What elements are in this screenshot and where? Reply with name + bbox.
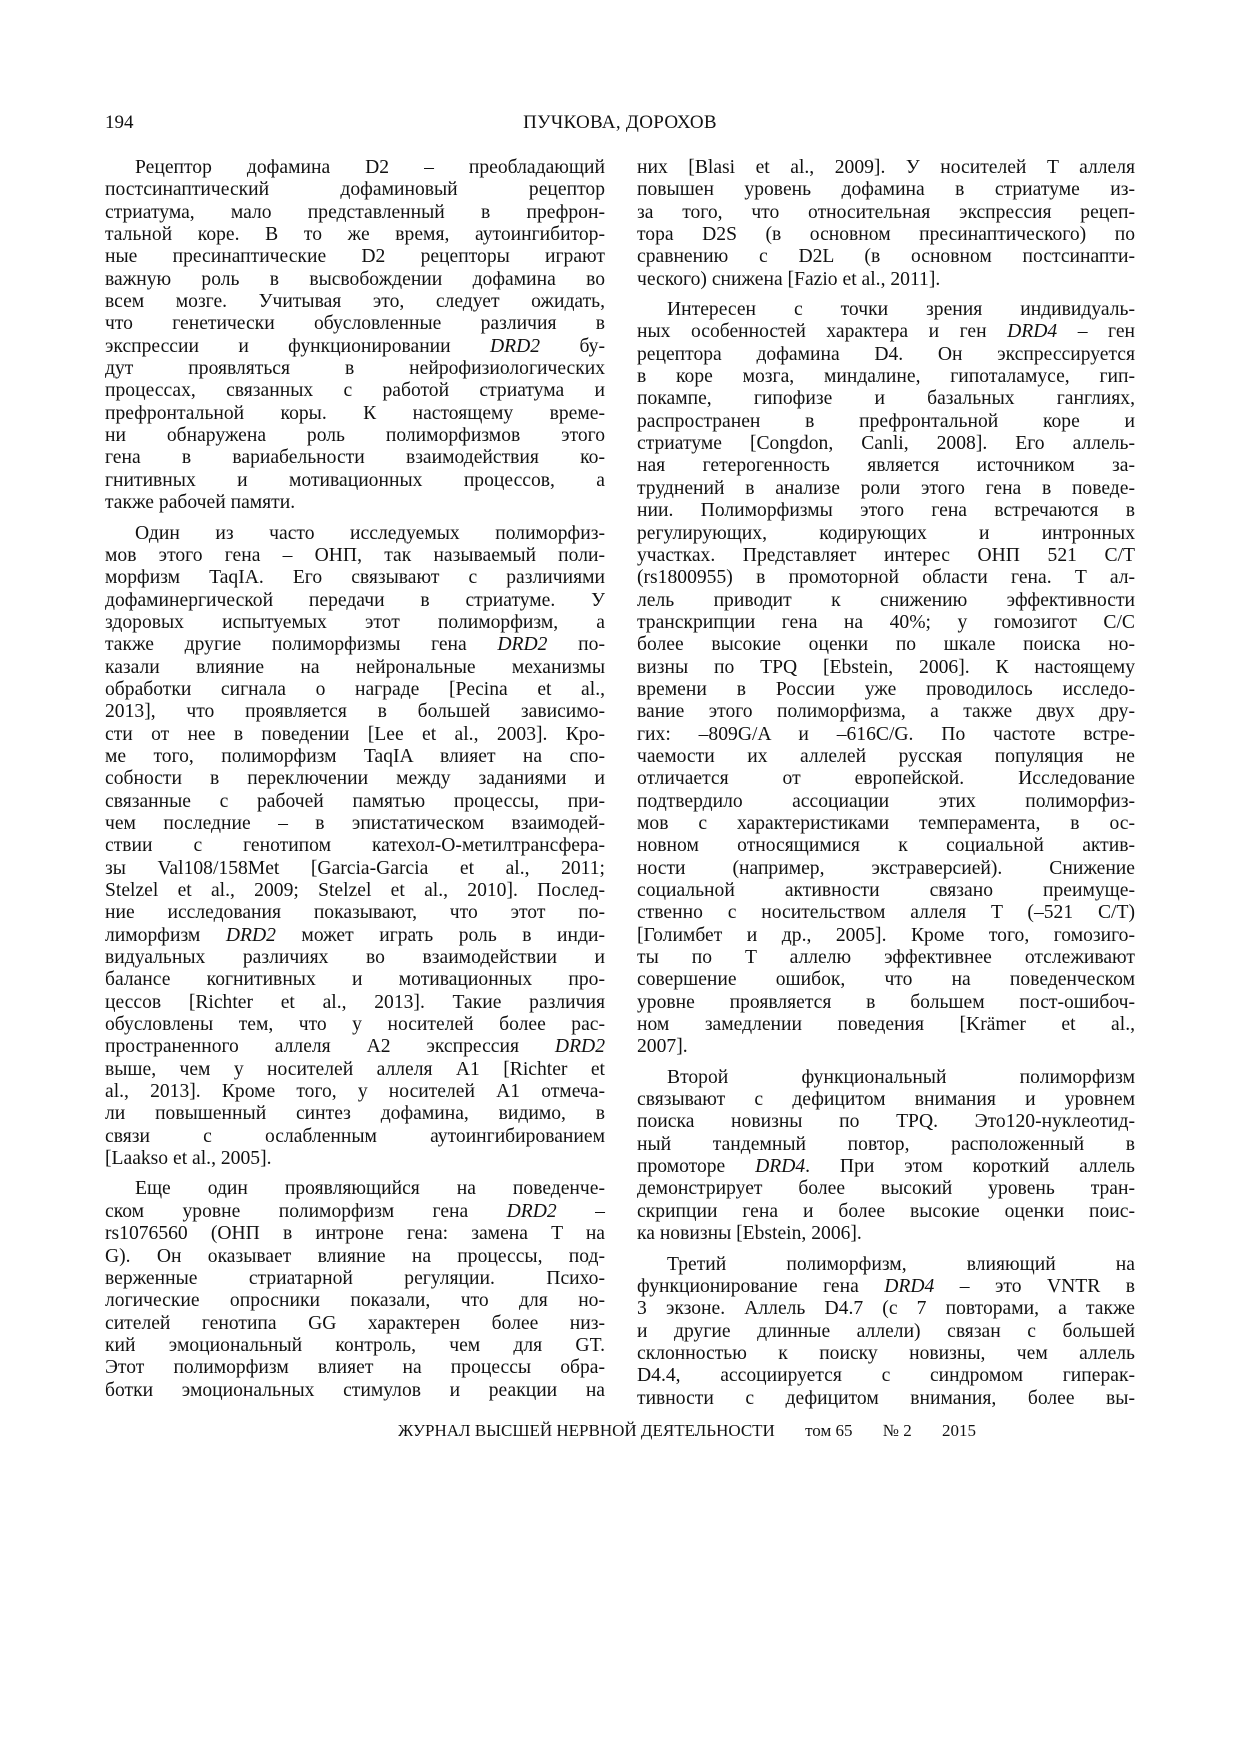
text-line: [105, 1014, 605, 1036]
text-line: [637, 1111, 1135, 1133]
text-line: [105, 969, 605, 991]
text-segment: вание этого полиморфизма, а также двух дру-: [637, 701, 1135, 723]
text-segment: пространенного аллеля A2 экспрессия: [105, 1036, 555, 1058]
text-segment: логические опросники показали, что для но-: [105, 1290, 605, 1312]
text-segment: [Голимбет и др., 2005]. Кроме того, гомозиго-: [637, 924, 1135, 946]
journal-issue: № 2: [882, 1421, 912, 1440]
text-line: [105, 447, 605, 469]
text-segment: подтвердило ассоциации этих полиморфиз-: [637, 790, 1135, 812]
text-line: [637, 746, 1135, 768]
text-line: [105, 246, 605, 268]
text-line: [105, 224, 605, 246]
text-line: [105, 403, 605, 425]
paragraph: [105, 1178, 605, 1401]
text-line: [105, 724, 605, 746]
text-line: [637, 902, 1135, 924]
text-line: [105, 813, 605, 835]
text-line: [105, 925, 605, 947]
page-number: 194: [105, 112, 134, 133]
text-line: [637, 455, 1135, 477]
text-segment: тальной коре. В то же время, аутоингибитор-: [105, 224, 605, 246]
gene-name-italic: DRD4: [755, 1156, 806, 1178]
text-line: [637, 523, 1135, 545]
text-line: [637, 321, 1135, 343]
text-segment: ные пресинаптические D2 рецепторы играют: [105, 246, 605, 268]
text-line: [637, 1254, 1135, 1276]
text-segment: гнитивных и мотивационных процессов, а: [105, 469, 605, 491]
text-segment: транскрипции гена на 40%; у гомозигот C/C: [637, 611, 1135, 633]
text-line: [637, 1365, 1135, 1387]
text-line: [105, 858, 605, 880]
text-segment: всем мозге. Учитывая это, следует ожидать,: [105, 291, 605, 313]
text-line: [637, 269, 1135, 291]
text-segment: чаемости их аллелей русская популяция не: [637, 745, 1135, 767]
text-line: [105, 947, 605, 969]
text-segment: ты по T аллелю эффективнее отслеживают: [637, 947, 1135, 969]
text-segment: обусловлены тем, что у носителей более рас-: [105, 1014, 605, 1036]
text-segment: Третий полиморфизм, влияющий на: [667, 1253, 1135, 1275]
text-segment: визны по TPQ [Ebstein, 2006]. К настоящему: [637, 656, 1135, 678]
text-segment: мов с характеристиками темперамента, в ос-: [637, 812, 1135, 834]
text-line: [637, 947, 1135, 969]
text-line: [637, 925, 1135, 947]
gene-name-italic: DRD2: [225, 924, 276, 946]
text-line: [637, 634, 1135, 656]
paragraph: [105, 523, 605, 1171]
text-line: [105, 567, 605, 589]
text-line: [105, 470, 605, 492]
journal-footer: [398, 1421, 1002, 1441]
text-segment: D4.4, ассоциируется с синдромом гиперак-: [637, 1365, 1135, 1387]
right-column: [637, 157, 1135, 1418]
text-segment: скрипции гена и более высокие оценки поис-: [637, 1200, 1135, 1222]
text-segment: собности в переключении между заданиями и: [105, 768, 605, 790]
text-segment: лиморфизм: [105, 924, 226, 946]
text-segment: 2013], что проявляется в большей зависимо-: [105, 701, 605, 723]
text-segment: видуальных различиях во взаимодействии и: [105, 947, 605, 969]
running-header: [105, 112, 1135, 138]
text-segment: тора D2S (в основном пресинаптического) по: [637, 224, 1135, 246]
text-line: [105, 1148, 605, 1170]
text-segment: бу-: [540, 335, 605, 357]
text-segment: по-: [547, 634, 605, 656]
text-segment: связанные с рабочей памятью процессы, при-: [105, 790, 605, 812]
gene-name-italic: DRD2: [490, 335, 541, 357]
text-line: [105, 157, 605, 179]
text-line: [105, 336, 605, 358]
text-segment: Рецептор дофамина D2 – преобладающий: [135, 157, 605, 178]
text-line: [105, 1357, 605, 1379]
text-segment: 3 экзоне. Аллель D4.7 (с 7 повторами, а также: [637, 1298, 1135, 1320]
text-segment: ственно с носительством аллеля T (–521 C/T): [637, 902, 1135, 924]
text-segment: ском уровне полиморфизм гена: [105, 1200, 507, 1222]
text-line: [105, 992, 605, 1014]
text-line: [105, 590, 605, 612]
text-segment: нии. Полиморфизмы этого гена встречаются в: [637, 500, 1135, 522]
text-segment: сравнению с D2L (в основном постсинапти-: [637, 246, 1135, 268]
text-segment: зы Val108/158Met [Garcia-Garcia et al., 2011;: [105, 857, 605, 879]
text-segment: дут проявляться в нейрофизиологических: [105, 358, 605, 380]
text-line: [105, 880, 605, 902]
text-line: [637, 1343, 1135, 1365]
text-segment: в коре мозга, миндалине, гипоталамусе, гип-: [637, 366, 1135, 388]
text-segment: ная гетерогенность является источником за-: [637, 455, 1135, 477]
paragraph: [105, 157, 605, 515]
text-line: [105, 1081, 605, 1103]
text-segment: [Laakso et al., 2005].: [105, 1148, 272, 1170]
text-segment: мов этого гена – ОНП, так называемый поли-: [105, 544, 605, 566]
text-segment: ный тандемный повтор, расположенный в: [637, 1133, 1135, 1155]
text-line: [637, 768, 1135, 790]
text-segment: ние исследования показывают, что этот по-: [105, 902, 605, 924]
text-line: [637, 969, 1135, 991]
text-segment: G). Он оказывает влияние на процессы, под-: [105, 1245, 605, 1267]
text-segment: отличается от европейской. Исследование: [637, 768, 1135, 790]
text-segment: – ген: [1057, 321, 1135, 343]
text-segment: – это VNTR в: [934, 1275, 1135, 1297]
text-segment: Stelzel et al., 2009; Stelzel et al., 2010]. Послед-: [105, 880, 605, 901]
text-segment: социальной активности связано преимуще-: [637, 880, 1135, 901]
text-line: [105, 1223, 605, 1245]
text-line: [105, 202, 605, 224]
text-line: [637, 679, 1135, 701]
text-line: [637, 1321, 1135, 1343]
text-segment: экспрессии и функционировании: [105, 335, 491, 357]
text-segment: постсинаптический дофаминовый рецептор: [105, 179, 605, 201]
text-segment: обработки сигнала о награде [Pecina et al.,: [105, 678, 605, 700]
text-segment: уровне проявляется в большем пост-ошибоч-: [637, 991, 1135, 1013]
text-line: [637, 224, 1135, 246]
text-line: [637, 545, 1135, 567]
text-segment: ческого) снижена [Fazio et al., 2011].: [637, 268, 941, 290]
text-line: [105, 679, 605, 701]
text-line: [637, 1298, 1135, 1320]
text-segment: al., 2013]. Кроме того, у носителей A1 отмеча-: [105, 1081, 605, 1103]
text-segment: морфизм TaqIA. Его связывают с различиями: [105, 567, 605, 589]
text-segment: Этот полиморфизм влияет на процессы обра-: [105, 1357, 605, 1379]
text-segment: участках. Представляет интерес ОНП 521 C/T: [637, 544, 1135, 566]
text-line: [105, 358, 605, 380]
text-segment: rs1076560 (ОНП в интроне гена: замена T на: [105, 1223, 605, 1245]
paragraph: [637, 157, 1135, 291]
text-line: [105, 425, 605, 447]
text-line: [637, 880, 1135, 902]
text-line: [637, 1223, 1135, 1245]
text-line: [105, 523, 605, 545]
text-line: [637, 1089, 1135, 1111]
text-segment: . При этом короткий аллель: [805, 1156, 1135, 1178]
text-line: [637, 366, 1135, 388]
text-segment: труднений в анализе роли этого гена в поведе-: [637, 477, 1135, 499]
text-line: [105, 1246, 605, 1268]
text-line: [105, 380, 605, 402]
gene-name-italic: DRD2: [497, 634, 548, 656]
text-line: [105, 291, 605, 313]
gene-name-italic: DRD4: [1007, 321, 1058, 343]
text-segment: кий эмоциональный контроль, чем для GT.: [105, 1334, 605, 1356]
text-line: [105, 746, 605, 768]
text-line: [105, 701, 605, 723]
text-segment: времени в России уже проводилось исследо-: [637, 678, 1135, 700]
text-segment: 2007].: [637, 1036, 688, 1058]
text-segment: также рабочей памяти.: [105, 492, 296, 514]
text-segment: за того, что относительная экспрессия рецеп-: [637, 201, 1135, 223]
text-line: [637, 1134, 1135, 1156]
text-line: [105, 1290, 605, 1312]
text-line: [637, 411, 1135, 433]
text-line: [105, 1201, 605, 1223]
text-segment: новном относящимися к социальной актив-: [637, 835, 1135, 857]
text-segment: гих: –809G/A и –616C/G. По частоте встре-: [637, 723, 1135, 745]
text-segment: ности (например, экстраверсией). Снижение: [637, 857, 1135, 879]
text-segment: стриатуме [Congdon, Canli, 2008]. Его аллель-: [637, 433, 1135, 455]
text-line: [637, 157, 1135, 179]
text-segment: распространен в префронтальной коре и: [637, 410, 1135, 432]
text-segment: функционирование гена: [637, 1275, 885, 1297]
text-line: [105, 634, 605, 656]
text-line: [637, 478, 1135, 500]
text-segment: покампе, гипофизе и базальных ганглиях,: [637, 388, 1135, 410]
text-line: [637, 1388, 1135, 1410]
text-segment: что генетически обусловленные различия в: [105, 313, 605, 335]
text-line: [637, 724, 1135, 746]
text-line: [105, 1036, 605, 1058]
text-segment: чем последние – в эпистатическом взаимодей-: [105, 812, 605, 834]
text-line: [105, 179, 605, 201]
text-segment: ном замедлении поведения [Krämer et al.,: [637, 1014, 1135, 1036]
text-segment: связывают с дефицитом внимания и уровнем: [637, 1089, 1135, 1111]
text-segment: поиска новизны по TPQ. Это120-нуклеотид-: [637, 1111, 1135, 1133]
text-segment: здоровых испытуемых этот полиморфизм, а: [105, 611, 605, 633]
text-segment: регулирующих, кодирующих и интронных: [637, 522, 1135, 544]
left-column: [105, 157, 605, 1410]
text-segment: верженные стриатарной регуляции. Психо-: [105, 1267, 605, 1289]
text-line: [637, 612, 1135, 634]
text-line: [105, 835, 605, 857]
text-segment: Интересен с точки зрения индивидуаль-: [667, 299, 1135, 321]
text-segment: (rs1800955) в промоторной области гена. T ал-: [637, 567, 1135, 589]
text-line: [637, 858, 1135, 880]
text-segment: связи с ослабленным аутоингибированием: [105, 1125, 605, 1147]
text-segment: Один из часто исследуемых полиморфиз-: [135, 522, 605, 544]
text-segment: префронтальной коры. К настоящему време-: [105, 402, 605, 424]
text-line: [105, 612, 605, 634]
gene-name-italic: DRD2: [506, 1200, 557, 1222]
text-line: [105, 1178, 605, 1200]
text-line: [105, 902, 605, 924]
text-line: [637, 791, 1135, 813]
text-line: [637, 500, 1135, 522]
text-line: [637, 657, 1135, 679]
text-segment: склонностью к поиску новизны, чем аллель: [637, 1342, 1135, 1364]
text-line: [637, 835, 1135, 857]
text-line: [637, 433, 1135, 455]
text-segment: ботки эмоциональных стимулов и реакции на: [105, 1379, 605, 1401]
text-segment: казали влияние на нейрональные механизмы: [105, 656, 605, 678]
text-segment: дофаминергической передачи в стриатуме. У: [105, 589, 605, 611]
text-line: [637, 202, 1135, 224]
text-line: [637, 590, 1135, 612]
text-line: [105, 1126, 605, 1148]
text-line: [105, 492, 605, 514]
text-segment: них [Blasi et al., 2009]. У носителей T аллеля: [637, 157, 1135, 178]
text-segment: стриатума, мало представленный в префрон-: [105, 201, 605, 223]
text-segment: совершение ошибок, что на поведенческом: [637, 969, 1135, 991]
text-segment: более высокие оценки по шкале поиска но-: [637, 634, 1135, 656]
text-segment: может играть роль в инди-: [275, 924, 606, 946]
text-line: [105, 1335, 605, 1357]
text-segment: ни обнаружена роль полиморфизмов этого: [105, 425, 605, 447]
text-line: [637, 179, 1135, 201]
text-segment: Второй функциональный полиморфизм: [667, 1066, 1135, 1088]
text-line: [637, 299, 1135, 321]
text-line: [105, 545, 605, 567]
text-segment: гена в вариабельности взаимодействия ко-: [105, 447, 605, 469]
text-line: [637, 813, 1135, 835]
text-segment: рецептора дофамина D4. Он экспрессируется: [637, 343, 1135, 365]
text-segment: демонстрирует более высокий уровень тран-: [637, 1178, 1135, 1200]
text-segment: –: [556, 1200, 605, 1222]
text-segment: ствии с генотипом катехол-О-метилтрансфера-: [105, 835, 605, 857]
text-line: [637, 246, 1135, 268]
text-line: [105, 1313, 605, 1335]
gene-name-italic: DRD2: [554, 1036, 605, 1058]
text-segment: и другие длинные аллели) связан с большей: [637, 1320, 1135, 1342]
paragraph: [637, 1067, 1135, 1246]
text-segment: выше, чем у носителей аллеля A1 [Richter et: [105, 1058, 605, 1080]
text-segment: промоторе: [637, 1156, 756, 1178]
text-segment: сти от нее в поведении [Lee et al., 2003]. Кро-: [105, 723, 605, 745]
text-line: [105, 1380, 605, 1402]
text-line: [105, 269, 605, 291]
text-line: [105, 1059, 605, 1081]
text-line: [637, 1276, 1135, 1298]
journal-name: ЖУРНАЛ ВЫСШЕЙ НЕРВНОЙ ДЕЯТЕЛЬНОСТИ: [398, 1421, 775, 1440]
text-line: [637, 388, 1135, 410]
text-line: [637, 344, 1135, 366]
text-line: [637, 1036, 1135, 1058]
text-segment: балансе когнитивных и мотивационных про-: [105, 969, 605, 991]
text-segment: лель приводит к снижению эффективности: [637, 589, 1135, 611]
journal-year: 2015: [941, 1421, 976, 1440]
text-line: [105, 1268, 605, 1290]
text-segment: процессах, связанных с работой стриатума и: [105, 380, 605, 402]
text-line: [105, 657, 605, 679]
text-line: [637, 1178, 1135, 1200]
text-segment: повышен уровень дофамина в стриатуме из-: [637, 179, 1135, 201]
text-segment: цессов [Richter et al., 2013]. Такие различия: [105, 991, 605, 1013]
text-line: [637, 1201, 1135, 1223]
text-line: [105, 768, 605, 790]
text-segment: ме того, полиморфизм TaqIA влияет на спо-: [105, 745, 605, 767]
text-line: [637, 567, 1135, 589]
gene-name-italic: DRD4: [884, 1275, 935, 1297]
text-line: [105, 313, 605, 335]
paragraph: [637, 299, 1135, 1059]
text-line: [637, 1014, 1135, 1036]
text-line: [637, 1067, 1135, 1089]
text-segment: ка новизны [Ebstein, 2006].: [637, 1223, 862, 1245]
journal-volume: том 65: [805, 1421, 853, 1440]
text-segment: ли повышенный синтез дофамина, видимо, в: [105, 1103, 605, 1125]
text-segment: также другие полиморфизмы гена: [105, 634, 498, 656]
text-segment: тивности с дефицитом внимания, более вы-: [637, 1387, 1135, 1409]
text-line: [637, 701, 1135, 723]
paragraph: [637, 1254, 1135, 1410]
running-title-authors: ПУЧКОВА, ДОРОХОВ: [523, 112, 717, 133]
text-line: [637, 1156, 1135, 1178]
text-line: [105, 1103, 605, 1125]
text-line: [105, 791, 605, 813]
text-segment: сителей генотипа GG характерен более низ-: [105, 1312, 605, 1334]
text-segment: ных особенностей характера и ген: [637, 321, 1008, 343]
text-line: [637, 992, 1135, 1014]
text-segment: Еще один проявляющийся на поведенче-: [135, 1178, 605, 1200]
text-segment: важную роль в высвобождении дофамина во: [105, 268, 605, 290]
